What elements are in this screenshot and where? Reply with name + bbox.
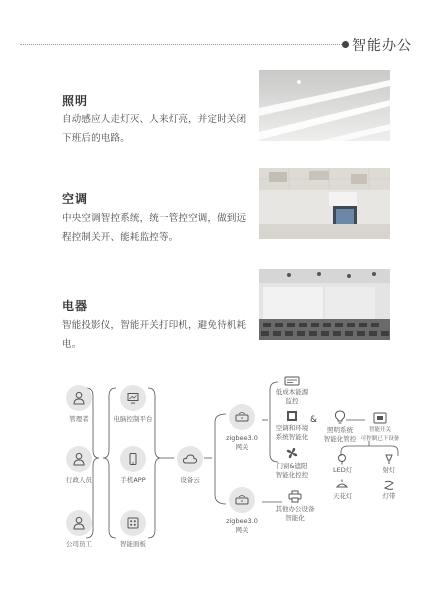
user-employee <box>54 510 104 549</box>
section-body-appliance: 智能投影仪，智能开关打印机，避免待机耗电。 <box>62 320 247 350</box>
device-office-equipment <box>272 490 318 523</box>
section-title-ac: 空调 <box>62 192 89 206</box>
user-manager <box>54 385 104 424</box>
device-cloud <box>174 446 206 485</box>
gateway-icon <box>229 404 255 430</box>
user-label: 公司员工 <box>66 540 92 548</box>
printer-label: 其他办公设备 智能化 <box>275 505 315 522</box>
header-dotted-line <box>20 44 342 45</box>
cloud-label: 设备云 <box>180 476 200 484</box>
fan-icon <box>270 446 314 460</box>
user-admin <box>54 446 104 485</box>
lighting-photo <box>259 70 390 141</box>
printer-icon <box>272 490 318 503</box>
bulb-icon <box>318 410 362 424</box>
page-title: 智能办公 <box>352 38 412 54</box>
gateway-bottom <box>220 487 264 535</box>
device-door-shade <box>270 446 314 480</box>
energy-label: 低成本能源 监控 <box>275 388 309 405</box>
user-label: 管理者 <box>69 415 89 423</box>
section-body-ac: 中央空调智控系统，统一管控空调，做到远程控制关开、能耗监控等。 <box>62 213 247 243</box>
door-label: 门窗&遮阳 智能化控控 <box>275 462 309 479</box>
phone-icon <box>120 446 146 472</box>
system-diagram <box>0 370 440 600</box>
device-lighting-system <box>318 410 362 444</box>
gateway-label: zigbee3.0 网关 <box>226 517 258 534</box>
switch-label: 智能开关 可控制已下设备 <box>360 427 400 442</box>
led-label: LED灯 <box>333 466 353 474</box>
person-icon <box>66 385 92 411</box>
led-icon <box>333 453 351 465</box>
section-title-lighting: 照明 <box>62 94 89 108</box>
header-bullet <box>342 41 349 48</box>
device-smart-switch <box>360 412 400 444</box>
ceiling-light-icon <box>333 479 351 491</box>
device-spotlight <box>380 453 398 475</box>
person-icon <box>66 446 92 472</box>
terminal-smart-panel <box>105 510 161 549</box>
ampersand: & <box>310 415 318 425</box>
section-body-lighting: 自动感应人走灯灭、人来灯亮，并定时关闭下班后的电路。 <box>62 114 247 144</box>
monitor-icon <box>120 385 146 411</box>
terminal-label: 电脑控制平台 <box>113 415 153 423</box>
ac-label: 空调和环境 系统智能化 <box>275 424 309 441</box>
gateway-top <box>220 404 264 452</box>
ac-photo <box>259 168 390 239</box>
lighting-label: 照明系统 智能化管控 <box>323 426 357 443</box>
ac-unit-icon <box>270 410 314 422</box>
terminal-label: 智能面板 <box>120 540 146 548</box>
spot-label: 射灯 <box>382 466 396 474</box>
gateway-icon <box>229 487 255 513</box>
terminal-label: 手机APP <box>120 476 146 484</box>
panel-icon <box>120 510 146 536</box>
user-label: 行政人员 <box>66 476 92 484</box>
device-light-strip <box>380 479 398 501</box>
spotlight-icon <box>380 453 398 465</box>
device-ceiling-light <box>333 479 351 501</box>
cloud-icon <box>177 446 203 472</box>
device-ac-system <box>270 410 314 442</box>
device-led <box>333 453 351 475</box>
ceiling-label: 天花灯 <box>333 492 353 500</box>
light-strip-icon <box>380 479 398 491</box>
device-energy-monitor <box>270 376 314 406</box>
terminal-pc-platform <box>105 385 161 424</box>
strip-label: 灯带 <box>382 492 396 500</box>
meter-icon <box>270 376 314 386</box>
appliance-photo <box>259 269 390 340</box>
gateway-label: zigbee3.0 网关 <box>226 434 258 451</box>
person-icon <box>66 510 92 536</box>
switch-icon <box>360 412 400 424</box>
section-title-appliance: 电器 <box>62 299 89 313</box>
terminal-mobile-app <box>105 446 161 485</box>
